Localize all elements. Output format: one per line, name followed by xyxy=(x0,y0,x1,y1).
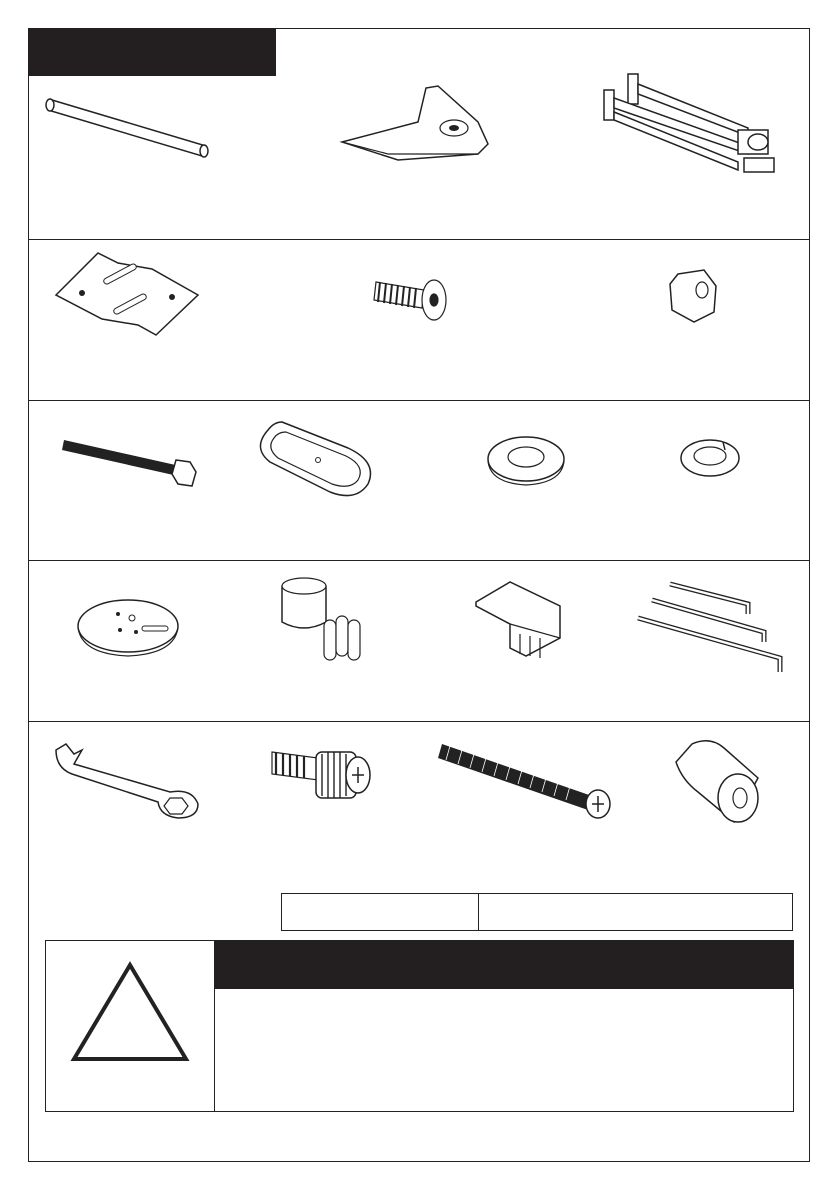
allen-keys-illustration xyxy=(636,582,796,674)
parts-title xyxy=(28,28,276,54)
hex-bolt-illustration xyxy=(62,436,197,490)
row-divider xyxy=(28,721,810,722)
row-divider xyxy=(28,560,810,561)
thumb-screw-illustration xyxy=(268,742,372,806)
long-machine-screw-illustration xyxy=(438,740,614,820)
spring-washer-illustration xyxy=(679,436,741,480)
row-divider xyxy=(28,239,810,240)
round-plate-illustration xyxy=(76,596,182,662)
oval-base-plate-illustration xyxy=(258,418,386,500)
cable-clip-illustration xyxy=(276,576,364,666)
cable-holder-illustration xyxy=(470,578,566,662)
warning-icon-cell xyxy=(46,941,215,1111)
base-plate-illustration xyxy=(338,82,493,164)
warning-triangle-icon xyxy=(46,941,214,1113)
spec-table-divider xyxy=(478,894,479,930)
hex-nut-illustration xyxy=(668,266,718,326)
vesa-adapter-plate-illustration xyxy=(52,249,202,339)
warning-header xyxy=(214,941,793,989)
countersunk-screw-illustration xyxy=(372,276,452,326)
warning-box xyxy=(45,940,794,1112)
row-divider xyxy=(28,400,810,401)
parts-title-bar xyxy=(28,28,276,76)
spacer-illustration xyxy=(664,740,762,824)
dual-arm-illustration xyxy=(598,70,788,180)
warning-heading xyxy=(214,941,793,969)
pole-illustration xyxy=(46,94,216,164)
flat-washer-illustration xyxy=(486,433,568,487)
spec-table xyxy=(281,893,793,931)
wrench-illustration xyxy=(52,742,202,820)
